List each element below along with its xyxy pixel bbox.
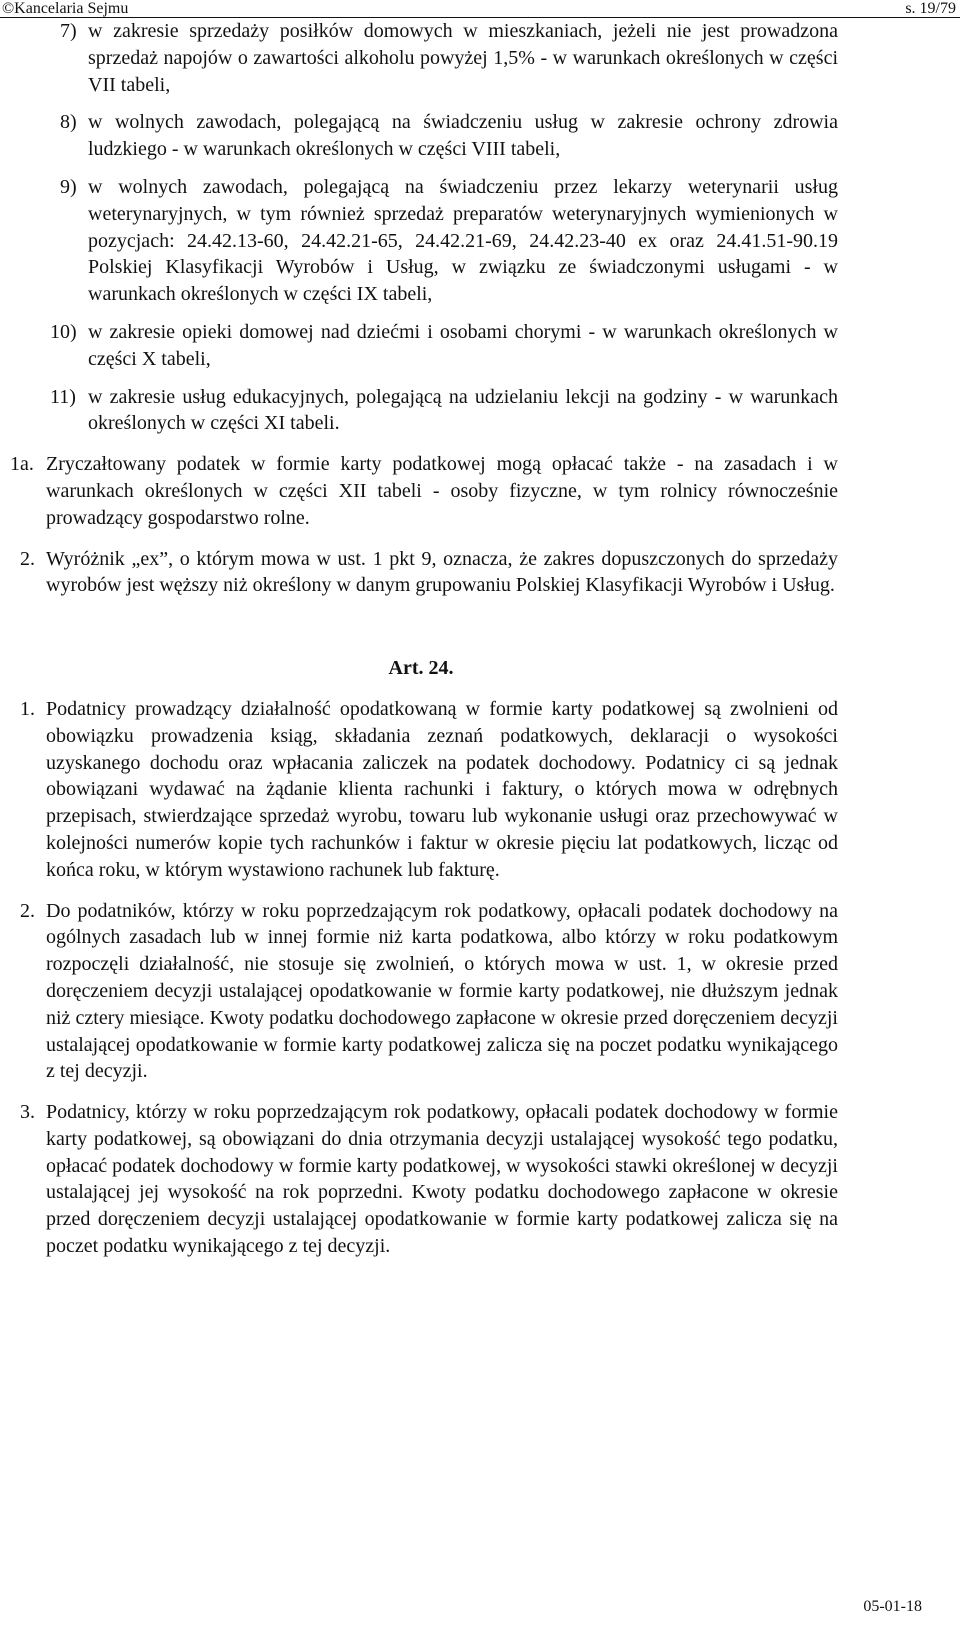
- art24-paragraph-3: [20, 1099, 838, 1260]
- list-item-9: [60, 174, 838, 308]
- list-item-8: [60, 109, 838, 163]
- paragraph-2: [20, 546, 838, 600]
- art24-paragraph-2: [20, 898, 838, 1086]
- paragraph-number: 3.: [20, 1101, 35, 1124]
- list-item-text: w zakresie usług edukacyjnych, polegającą na udzielaniu lekcji na godziny - w warunkach określonych w części XI tabeli.: [88, 385, 838, 435]
- list-item-text: w zakresie sprzedaży posiłków domowych w mieszkaniach, jeżeli nie jest prowadzona sprzedaż napojów o zawartości alkoholu powyżej 1,5% - w warunkach określonych w części VII tabeli,: [88, 20, 838, 96]
- paragraph-text: Zryczałtowany podatek w formie karty podatkowej mogą opłacać także - na zasadach i w warunkach określonych w części XII tabeli - osoby fizyczne, w tym rolnicy równocześnie prowadzący gospodarstwo rolne.: [46, 453, 838, 529]
- paragraph-number: 1a.: [10, 453, 34, 476]
- art24-paragraph-1: [20, 696, 838, 884]
- paragraph-text: Podatnicy prowadzący działalność opodatkowaną w formie karty podatkowej są zwolnieni od obowiązku prowadzenia ksiąg, składania zeznań podatkowych, deklaracji o wysokości uzyskanego dochodu oraz wpłacania zaliczek na podatek dochodowy. Podatnicy ci są jednak obowiązani wydawać na żądanie klienta rachunki i faktury, o których mowa w odrębnych przepisach, stwierdzające sprzedaż wyrobu, towaru lub wykonanie usługi oraz przechowywać w kolejności numerów kopie tych rachunków i faktur w okresie pięciu lat podatkowych, licząc od końca roku, w którym wystawiono rachunek lub fakturę.: [46, 697, 838, 881]
- list-item-number: 10): [50, 320, 77, 343]
- document-text: [0, 18, 960, 1260]
- paragraph-number: 1.: [20, 697, 35, 720]
- header-copyright: ©Kancelaria Sejmu: [2, 0, 129, 17]
- list-item-number: 11): [50, 385, 76, 408]
- list-item-number: 8): [60, 111, 77, 134]
- list-item-number: 7): [60, 20, 77, 42]
- paragraph-text: Do podatników, którzy w roku poprzedzającym rok podatkowy, opłacali podatek dochodowy na ogólnych zasadach lub w innej formie niż karta podatkowa, albo którzy w roku podatkowym rozpoczęli działalność, nie stosuje się zwolnień, o których mowa w ust. 1, w okresie przed doręczeniem decyzji ustalającej opodatkowanie w formie karty podatkowej, nie dłuższym jednak niż cztery miesiące. Kwoty podatku dochodowego zapłacone w okresie przed doręczeniem decyzji ustalającej opodatkowanie w formie karty podatkowej zalicza się na poczet podatku wynikającego z tej decyzji.: [46, 899, 838, 1083]
- paragraph-number: 2.: [20, 547, 35, 570]
- paragraph-1a: [10, 451, 838, 531]
- page-number: s. 19/79: [905, 0, 956, 17]
- list-item-text: w zakresie opieki domowej nad dziećmi i osobami chorymi - w warunkach określonych w części X tabeli,: [88, 320, 838, 370]
- paragraph-text: Wyróżnik „ex”, o którym mowa w ust. 1 pkt 9, oznacza, że zakres dopuszczonych do sprzedaży wyrobów jest węższy niż określony w danym grupowaniu Polskiej Klasyfikacji Wyrobów i Usług.: [46, 547, 838, 597]
- list-item-11: [50, 384, 838, 438]
- list-item-text: w wolnych zawodach, polegającą na świadczeniu usług w zakresie ochrony zdrowia ludzkiego - w warunkach określonych w części VIII tabeli,: [88, 111, 838, 161]
- paragraph-text: Podatnicy, którzy w roku poprzedzającym rok podatkowy, opłacali podatek dochodowy w formie karty podatkowej, są obowiązani do dnia otrzymania decyzji ustalającej wysokość tego podatku, opłacać podatek dochodowy w formie karty podatkowej, w wysokości stawki określonej w decyzji ustalającej jej wysokość na rok poprzedni. Kwoty podatku dochodowego zapłacone w okresie przed doręczeniem decyzji ustalającej opodatkowanie w formie karty podatkowej zalicza się na poczet podatku wynikającego z tej decyzji.: [46, 1101, 838, 1258]
- article-title: Art. 24.: [388, 657, 454, 680]
- paragraph-number: 2.: [20, 899, 35, 922]
- list-item-10: [50, 319, 838, 373]
- list-item-number: 9): [60, 175, 77, 198]
- list-item-text: w wolnych zawodach, polegającą na świadczeniu przez lekarzy weterynarii usług weterynaryjnych, w tym również sprzedaż preparatów weterynaryjnych wymienionych w pozycjach: 24.42.13-60, 24.42.21-65, 24.42.21-69, 24.42.23-40 ex oraz 24.41.51-90.19 Polskiej Klasyfikacji Wyrobów i Usług, w związku ze świadczonymi usługami - w warunkach określonych w części IX tabeli,: [88, 175, 838, 306]
- list-item-7: [60, 18, 838, 98]
- footer-date: 05-01-18: [863, 1598, 922, 1615]
